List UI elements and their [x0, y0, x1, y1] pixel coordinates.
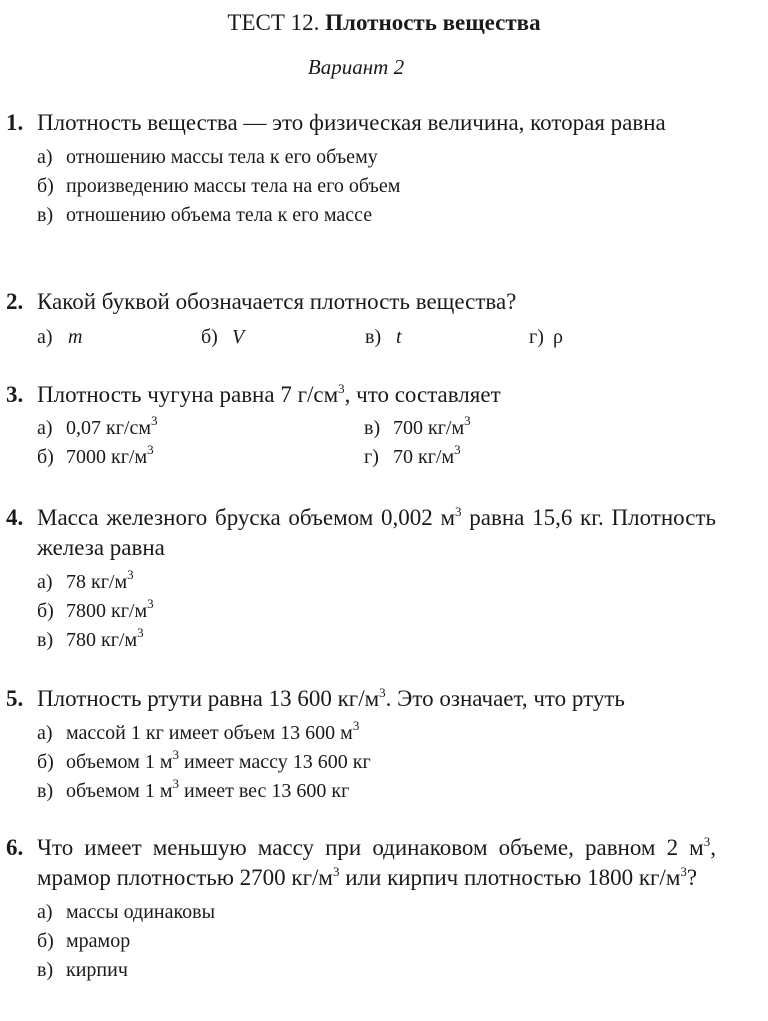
question-text: Плотность ртути равна 13 600 $кг/м^3$. Это означает, что ртуть	[37, 685, 625, 711]
question-text: Плотность вещества — это физическая величина, которая равна	[37, 110, 666, 135]
answer-option: а) 0,07 $кг/см^3$	[37, 413, 158, 439]
answer-option: в) объемом 1 $м^3$ имеет вес 13 600 кг	[37, 776, 350, 802]
question-number: 2.	[6, 289, 24, 314]
answer-option: в) отношению объема тела к его массе	[37, 204, 373, 226]
answer-option: а) массой 1 кг имеет объем 13 600 $м^3$	[37, 718, 360, 744]
answer-option: в) 780 $кг/м^3$	[37, 625, 144, 651]
answer-option: б) мрамор	[37, 930, 131, 952]
question-number: 4.	[6, 505, 24, 530]
answer-options	[6, 898, 716, 985]
answer-options	[6, 568, 716, 655]
answer-options	[6, 719, 716, 806]
question-text: Плотность чугуна равна 7 $г/см^3$, что составляет	[37, 381, 501, 407]
answer-options	[6, 323, 716, 352]
test-header	[0, 10, 768, 36]
question-number: 1.	[6, 110, 24, 135]
question-4	[6, 503, 716, 655]
question-2	[6, 287, 716, 352]
answer-option: в) 700 $кг/м^3$	[364, 413, 471, 439]
question-6	[6, 833, 716, 985]
answer-options	[6, 143, 716, 230]
answer-option: б) V	[201, 326, 245, 348]
answer-option: б) произведению массы тела на его объем	[37, 175, 401, 197]
question-number: 5.	[6, 686, 24, 711]
answer-option: б) 7800 $кг/м^3$	[37, 596, 154, 622]
test-title: Плотность вещества	[325, 10, 541, 35]
answer-option: а) 78 $кг/м^3$	[37, 567, 134, 593]
question-1	[6, 108, 716, 230]
answer-options	[6, 414, 716, 472]
variant-label: Вариант 2	[307, 55, 405, 79]
answer-option: г) 70 $кг/м^3$	[364, 442, 461, 468]
answer-option: а) массы одинаковы	[37, 901, 216, 923]
answer-option: в) кирпич	[37, 959, 128, 981]
test-label: ТЕСТ 12.	[227, 10, 320, 35]
answer-option: б) объемом 1 $м^3$ имеет массу 13 600 кг	[37, 747, 371, 773]
answer-option: г) ρ	[529, 326, 563, 348]
question-text: Что имеет меньшую массу при одинаковом объеме, равном 2 $м^3$, мрамор плотностью 2700 $кг/м^3$ или кирпич плотностью 1800 $кг/м^3$?	[37, 834, 716, 890]
answer-option: б) 7000 $кг/м^3$	[37, 442, 154, 468]
answer-option: в) t	[365, 326, 402, 348]
question-number: 3.	[6, 382, 24, 407]
answer-option: а) отношению массы тела к его объему	[37, 146, 378, 168]
question-text: Масса железного бруска объемом 0,002 $м^3$ равна 15,6 кг. Плотность железа равна	[37, 504, 716, 560]
question-number: 6.	[6, 835, 24, 860]
answer-option: а) m	[37, 326, 83, 348]
question-text: Какой буквой обозначается плотность вещества?	[37, 289, 517, 314]
question-5	[6, 684, 716, 806]
question-3	[6, 380, 716, 472]
